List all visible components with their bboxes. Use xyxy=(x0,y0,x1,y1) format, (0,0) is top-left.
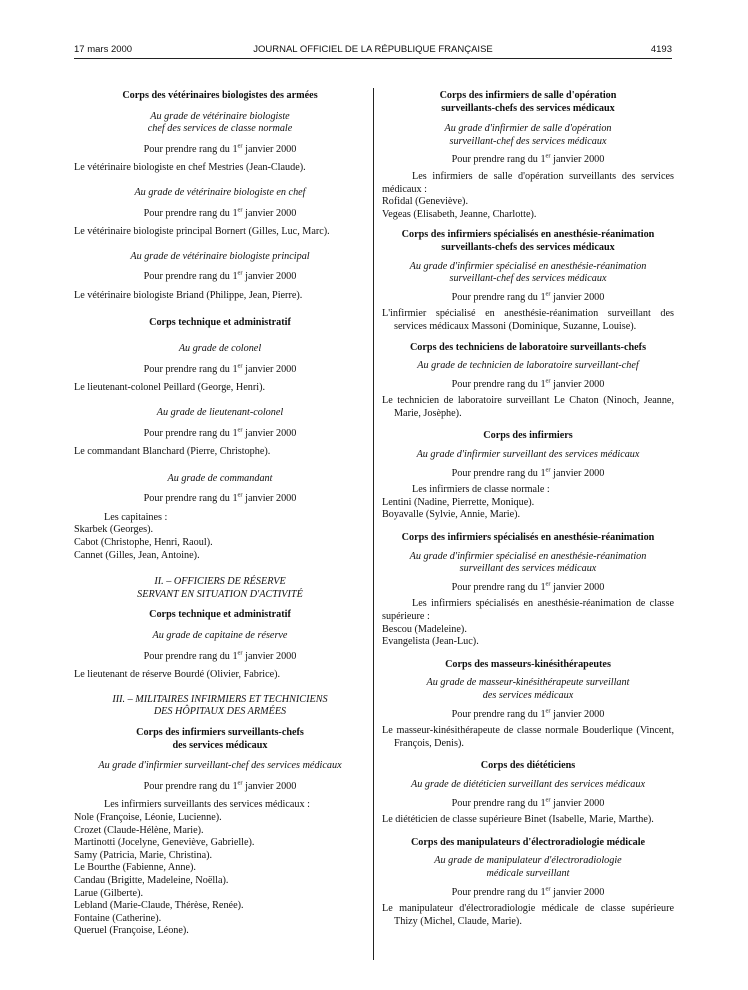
rank-line: Pour prendre rang du 1er janvier 2000 xyxy=(451,707,605,720)
list-intro: Les infirmiers spécialisés en anesthésie-réanimation de classe supérieure : xyxy=(382,598,674,622)
journal-title: JOURNAL OFFICIEL DE LA RÉPUBLIQUE FRANÇAISE xyxy=(253,44,493,55)
rank-line: Pour prendre rang du 1er janvier 2000 xyxy=(143,491,297,505)
grade-line: Au grade de vétérinaire biologiste principal xyxy=(130,250,310,262)
grade-line: Au grade de vétérinaire biologiste en chef xyxy=(134,186,306,198)
left-column xyxy=(74,90,366,938)
rank-line: Pour prendre rang du 1er janvier 2000 xyxy=(451,152,605,166)
section-heading: Corps des vétérinaires biologistes des armées xyxy=(122,90,318,101)
section-heading: Corps des manipulateurs d'électroradiologie médicale xyxy=(410,836,646,848)
grade-line: des services médicaux xyxy=(482,689,574,701)
section-heading: des services médicaux xyxy=(172,739,268,751)
appointment-entry: Le manipulateur d'électroradiologie médicale de classe supérieure Thizy (Michel, Claude, Marie). xyxy=(382,903,674,927)
list-item: Fontaine (Catherine). xyxy=(74,912,162,924)
rank-line: Pour prendre rang du 1er janvier 2000 xyxy=(143,206,297,219)
list-item: Lentini (Nadine, Pierrette, Monique). xyxy=(382,496,535,508)
grade-line: Au grade d'infirmier spécialisé en anesthésie-réanimation xyxy=(409,260,647,272)
grade-line: Au grade d'infirmier spécialisé en anesthésie-réanimation xyxy=(409,550,647,562)
rank-line: Pour prendre rang du 1er janvier 2000 xyxy=(451,885,605,898)
section-heading: Corps des infirmiers spécialisés en anesthésie-réanimation xyxy=(401,229,655,241)
header-rule xyxy=(74,58,672,59)
grade-line: Au grade d'infirmier surveillant des services médicaux xyxy=(416,449,640,461)
rank-line: Pour prendre rang du 1er janvier 2000 xyxy=(143,779,297,792)
part-heading: DES HÔPITAUX DES ARMÉES xyxy=(153,706,287,718)
page-header xyxy=(74,44,672,58)
section-heading: surveillants-chefs des services médicaux xyxy=(441,241,615,253)
appointment-entry: Le vétérinaire biologiste Briand (Philippe, Jean, Pierre). xyxy=(74,289,303,301)
rank-line: Pour prendre rang du 1er janvier 2000 xyxy=(451,377,605,390)
list-item: Crozet (Claude-Hélène, Marie). xyxy=(74,824,204,836)
rank-line: Pour prendre rang du 1er janvier 2000 xyxy=(143,362,297,375)
section-heading: Corps technique et administratif xyxy=(149,316,291,328)
section-heading: Corps des infirmiers de salle d'opération xyxy=(439,90,617,101)
list-item: Martinotti (Jocelyne, Geneviève, Gabrielle). xyxy=(74,837,255,849)
list-intro: Les infirmiers de classe normale : xyxy=(412,484,550,496)
section-heading: Corps des techniciens de laboratoire surveillants-chefs xyxy=(409,341,647,353)
list-item: Nole (Françoise, Léonie, Lucienne). xyxy=(74,811,222,823)
section-heading: Corps des infirmiers spécialisés en anesthésie-réanimation xyxy=(401,532,655,544)
rank-line: Pour prendre rang du 1er janvier 2000 xyxy=(451,580,605,593)
section-heading: Corps des diététiciens xyxy=(480,760,576,772)
grade-line: surveillant-chef des services médicaux xyxy=(449,135,607,147)
appointment-entry: L'infirmier spécialisé en anesthésie-réanimation surveillant des services médicaux Massoni (Dominique, Suzanne, Louise). xyxy=(382,308,674,332)
list-item: Bescou (Madeleine). xyxy=(382,623,467,635)
grade-line: surveillant des services médicaux xyxy=(459,563,597,575)
rank-line: Pour prendre rang du 1er janvier 2000 xyxy=(143,142,297,155)
part-heading: SERVANT EN SITUATION D'ACTIVITÉ xyxy=(137,588,303,600)
list-item: Queruel (Françoise, Léone). xyxy=(74,925,189,937)
rank-line: Pour prendre rang du 1er janvier 2000 xyxy=(451,466,605,479)
grade-line: Au grade de colonel xyxy=(178,343,262,355)
rank-line: Pour prendre rang du 1er janvier 2000 xyxy=(451,290,605,303)
grade-line: Au grade de technicien de laboratoire surveillant-chef xyxy=(417,360,639,372)
grade-line: chef des services de classe normale xyxy=(147,123,293,135)
appointment-entry: Le lieutenant de réserve Bourdé (Olivier, Fabrice). xyxy=(74,669,281,681)
grade-line: Au grade de capitaine de réserve xyxy=(152,630,288,642)
column-divider xyxy=(373,88,374,960)
list-item: Cabot (Christophe, Henri, Raoul). xyxy=(74,537,213,549)
section-heading: Corps technique et administratif xyxy=(149,609,291,621)
page-number: 4193 xyxy=(650,44,672,55)
grade-line: Au grade de commandant xyxy=(167,472,273,484)
list-intro: Les infirmiers surveillants des services médicaux : xyxy=(104,799,310,811)
section-heading: Corps des masseurs-kinésithérapeutes xyxy=(445,658,611,670)
grade-line: médicale surveillant xyxy=(486,867,570,879)
list-item: Le Bourthe (Fabienne, Anne). xyxy=(74,862,196,874)
list-item: Candau (Brigitte, Madeleine, Noëlla). xyxy=(74,874,229,886)
section-heading: Corps des infirmiers xyxy=(483,430,573,442)
header-date: 17 mars 2000 xyxy=(74,44,133,55)
rank-line: Pour prendre rang du 1er janvier 2000 xyxy=(143,269,297,283)
grade-line: Au grade de vétérinaire biologiste xyxy=(150,110,290,122)
grade-line: Au grade de masseur-kinésithérapeute surveillant xyxy=(426,677,630,689)
appointment-entry: Le diététicien de classe supérieure Binet (Isabelle, Marie, Marthe). xyxy=(382,814,654,826)
appointment-entry: Le vétérinaire biologiste en chef Mestries (Jean-Claude). xyxy=(74,162,306,174)
list-item: Vegeas (Elisabeth, Jeanne, Charlotte). xyxy=(382,208,537,220)
list-item: Skarbek (Georges). xyxy=(74,524,154,536)
list-item: Rofidal (Geneviève). xyxy=(382,196,468,208)
grade-line: Au grade d'infirmier surveillant-chef des services médicaux xyxy=(98,760,342,772)
list-item: Evangelista (Jean-Luc). xyxy=(382,636,479,648)
list-intro: Les infirmiers de salle d'opération surveillants des services médicaux : xyxy=(382,170,674,195)
grade-line: Au grade de lieutenant-colonel xyxy=(156,406,284,418)
list-item: Larue (Gilberte). xyxy=(74,887,144,899)
grade-line: Au grade d'infirmier de salle d'opération xyxy=(444,123,612,135)
grade-line: Au grade de manipulateur d'électroradiologie xyxy=(434,855,622,867)
right-column xyxy=(382,90,674,928)
list-intro: Les capitaines : xyxy=(104,511,168,523)
rank-line: Pour prendre rang du 1er janvier 2000 xyxy=(451,796,605,809)
part-heading: III. – MILITAIRES INFIRMIERS ET TECHNICIENS xyxy=(112,693,328,705)
section-heading: Corps des infirmiers surveillants-chefs xyxy=(136,727,304,738)
appointment-entry: Le lieutenant-colonel Peillard (George, Henri). xyxy=(74,382,266,394)
appointment-entry: Le technicien de laboratoire surveillant Le Chaton (Ninoch, Jeanne, Marie, Josèphe). xyxy=(382,395,674,419)
list-item: Boyavalle (Sylvie, Annie, Marie). xyxy=(382,509,521,521)
grade-line: surveillant-chef des services médicaux xyxy=(449,273,607,285)
appointment-entry: Le masseur-kinésithérapeute de classe normale Bouderlique (Vincent, François, Denis). xyxy=(382,725,674,749)
appointment-entry: Le commandant Blanchard (Pierre, Christophe). xyxy=(74,446,271,458)
list-item: Lebland (Marie-Claude, Thérèse, Renée). xyxy=(74,900,244,912)
section-heading: surveillants-chefs des services médicaux xyxy=(441,102,615,114)
rank-line: Pour prendre rang du 1er janvier 2000 xyxy=(143,426,297,439)
rank-line: Pour prendre rang du 1er janvier 2000 xyxy=(143,649,297,662)
list-item: Cannet (Gilles, Jean, Antoine). xyxy=(74,549,200,561)
part-heading: II. – OFFICIERS DE RÉSERVE xyxy=(154,576,286,588)
list-item: Samy (Patricia, Marie, Christina). xyxy=(74,849,213,861)
grade-line: Au grade de diététicien surveillant des services médicaux xyxy=(411,778,645,790)
appointment-entry: Le vétérinaire biologiste principal Bornert (Gilles, Luc, Marc). xyxy=(74,226,330,238)
